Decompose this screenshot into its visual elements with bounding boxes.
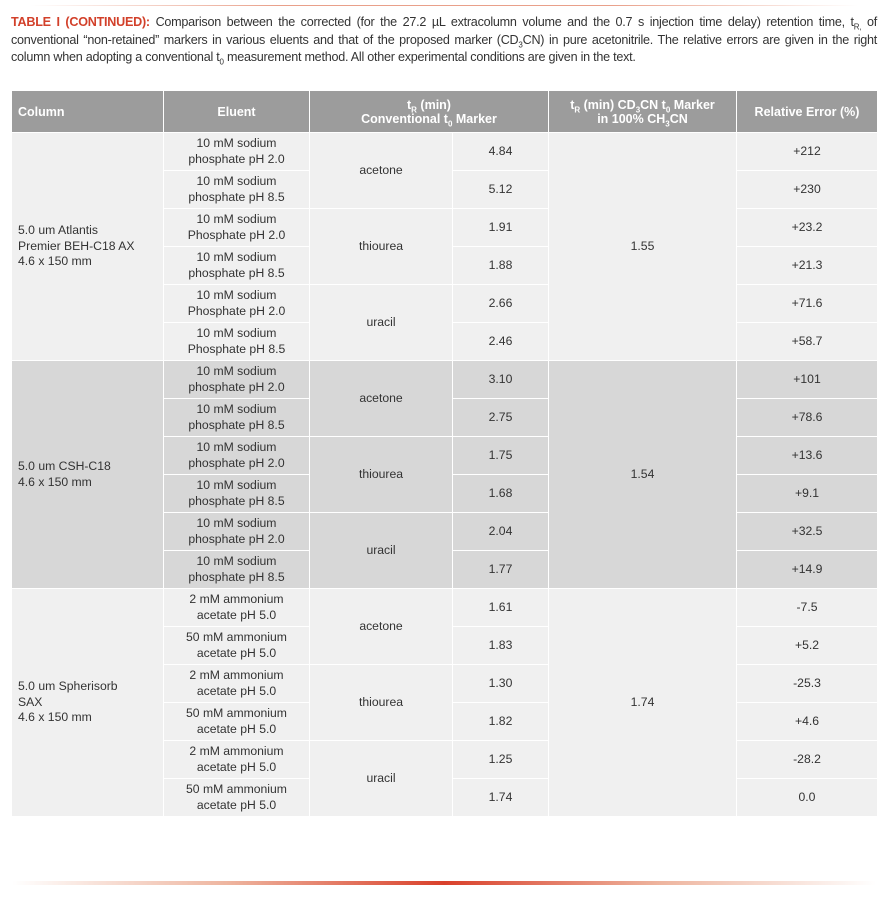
eluent-cell: 10 mM sodium phosphate pH 2.0 [164, 361, 310, 399]
table-caption [11, 14, 877, 67]
tr-cell: 1.68 [453, 475, 549, 513]
relative-error-cell: +13.6 [737, 437, 878, 475]
marker-cell: acetone [310, 133, 453, 209]
data-table [11, 91, 878, 817]
tr-cell: 1.82 [453, 703, 549, 741]
header-column: Column [12, 91, 164, 133]
tr-cell: 1.61 [453, 589, 549, 627]
tr-cell: 2.66 [453, 285, 549, 323]
relative-error-cell: +58.7 [737, 323, 878, 361]
caption-text: measurement method. All other experimental conditions are given in the text. [223, 50, 636, 64]
column-cell: 5.0 um Spherisorb SAX 4.6 x 150 mm [12, 589, 164, 817]
relative-error-cell: +4.6 [737, 703, 878, 741]
caption-sub: R, [853, 22, 862, 32]
caption-sub: 0 [219, 57, 224, 67]
caption-text: CN) in pure acetonitrile. The relative errors are given in the right column when adopting a conventional t [11, 32, 877, 64]
marker-cell: thiourea [310, 209, 453, 285]
tr-cell: 5.12 [453, 171, 549, 209]
cd3cn-cell: 1.54 [549, 361, 737, 589]
eluent-cell: 10 mM sodium phosphate pH 2.0 [164, 437, 310, 475]
cd3cn-cell: 1.74 [549, 589, 737, 817]
relative-error-cell: 0.0 [737, 779, 878, 817]
eluent-cell: 10 mM sodium phosphate pH 8.5 [164, 475, 310, 513]
marker-cell: acetone [310, 361, 453, 437]
marker-cell: thiourea [310, 437, 453, 513]
eluent-cell: 2 mM ammonium acetate pH 5.0 [164, 589, 310, 627]
tr-cell: 1.83 [453, 627, 549, 665]
tr-cell: 2.04 [453, 513, 549, 551]
eluent-cell: 2 mM ammonium acetate pH 5.0 [164, 665, 310, 703]
caption-text: Comparison between the corrected (for the 27.2 µL extracolumn volume and the 0.7 s injection time delay) retention time, t [149, 15, 854, 29]
relative-error-cell: +212 [737, 133, 878, 171]
marker-cell: uracil [310, 513, 453, 589]
tr-cell: 1.30 [453, 665, 549, 703]
tr-cell: 1.91 [453, 209, 549, 247]
relative-error-cell: +21.3 [737, 247, 878, 285]
relative-error-cell: -28.2 [737, 741, 878, 779]
marker-cell: thiourea [310, 665, 453, 741]
relative-error-cell: +32.5 [737, 513, 878, 551]
column-cell: 5.0 um Atlantis Premier BEH-C18 AX 4.6 x 150 mm [12, 133, 164, 361]
relative-error-cell: +101 [737, 361, 878, 399]
header-row [12, 91, 878, 133]
eluent-cell: 50 mM ammonium acetate pH 5.0 [164, 627, 310, 665]
eluent-cell: 10 mM sodium phosphate pH 8.5 [164, 399, 310, 437]
tr-cell: 1.74 [453, 779, 549, 817]
eluent-cell: 10 mM sodium Phosphate pH 2.0 [164, 285, 310, 323]
tr-cell: 1.75 [453, 437, 549, 475]
bottom-divider [12, 881, 876, 885]
cd3cn-cell: 1.55 [549, 133, 737, 361]
table-row [12, 589, 878, 627]
eluent-cell: 10 mM sodium Phosphate pH 2.0 [164, 209, 310, 247]
tr-cell: 3.10 [453, 361, 549, 399]
top-divider [30, 5, 858, 6]
eluent-cell: 10 mM sodium phosphate pH 2.0 [164, 133, 310, 171]
relative-error-cell: +9.1 [737, 475, 878, 513]
header-relative-error: Relative Error (%) [737, 91, 878, 133]
header-eluent: Eluent [164, 91, 310, 133]
column-cell: 5.0 um CSH-C18 4.6 x 150 mm [12, 361, 164, 589]
header-conventional-marker: $t_R$ (min) Conventional $t_0$ Marker [310, 91, 549, 133]
tr-cell: 1.25 [453, 741, 549, 779]
marker-cell: uracil [310, 741, 453, 817]
eluent-cell: 10 mM sodium phosphate pH 2.0 [164, 513, 310, 551]
relative-error-cell: +14.9 [737, 551, 878, 589]
relative-error-cell: -7.5 [737, 589, 878, 627]
relative-error-cell: +230 [737, 171, 878, 209]
caption-lead: TABLE I (CONTINUED): [11, 15, 150, 29]
eluent-cell: 10 mM sodium Phosphate pH 8.5 [164, 323, 310, 361]
eluent-cell: 2 mM ammonium acetate pH 5.0 [164, 741, 310, 779]
eluent-cell: 50 mM ammonium acetate pH 5.0 [164, 703, 310, 741]
relative-error-cell: +5.2 [737, 627, 878, 665]
marker-cell: acetone [310, 589, 453, 665]
relative-error-cell: +71.6 [737, 285, 878, 323]
eluent-cell: 10 mM sodium phosphate pH 8.5 [164, 171, 310, 209]
relative-error-cell: -25.3 [737, 665, 878, 703]
eluent-cell: 50 mM ammonium acetate pH 5.0 [164, 779, 310, 817]
tr-cell: 1.88 [453, 247, 549, 285]
header-cd3cn-marker: $t_R$ (min) $CD_3CN$ $t_0$ Marker in 100% $CH_3CN$ [549, 91, 737, 133]
caption-text: of conventional “non-retained” markers in various eluents and that of the proposed marker (CD [11, 15, 877, 47]
marker-cell: uracil [310, 285, 453, 361]
relative-error-cell: +23.2 [737, 209, 878, 247]
table-row [12, 133, 878, 171]
caption-sub: 3 [518, 40, 523, 50]
table-row [12, 361, 878, 399]
tr-cell: 1.77 [453, 551, 549, 589]
relative-error-cell: +78.6 [737, 399, 878, 437]
eluent-cell: 10 mM sodium phosphate pH 8.5 [164, 551, 310, 589]
tr-cell: 4.84 [453, 133, 549, 171]
tr-cell: 2.75 [453, 399, 549, 437]
tr-cell: 2.46 [453, 323, 549, 361]
eluent-cell: 10 mM sodium phosphate pH 8.5 [164, 247, 310, 285]
